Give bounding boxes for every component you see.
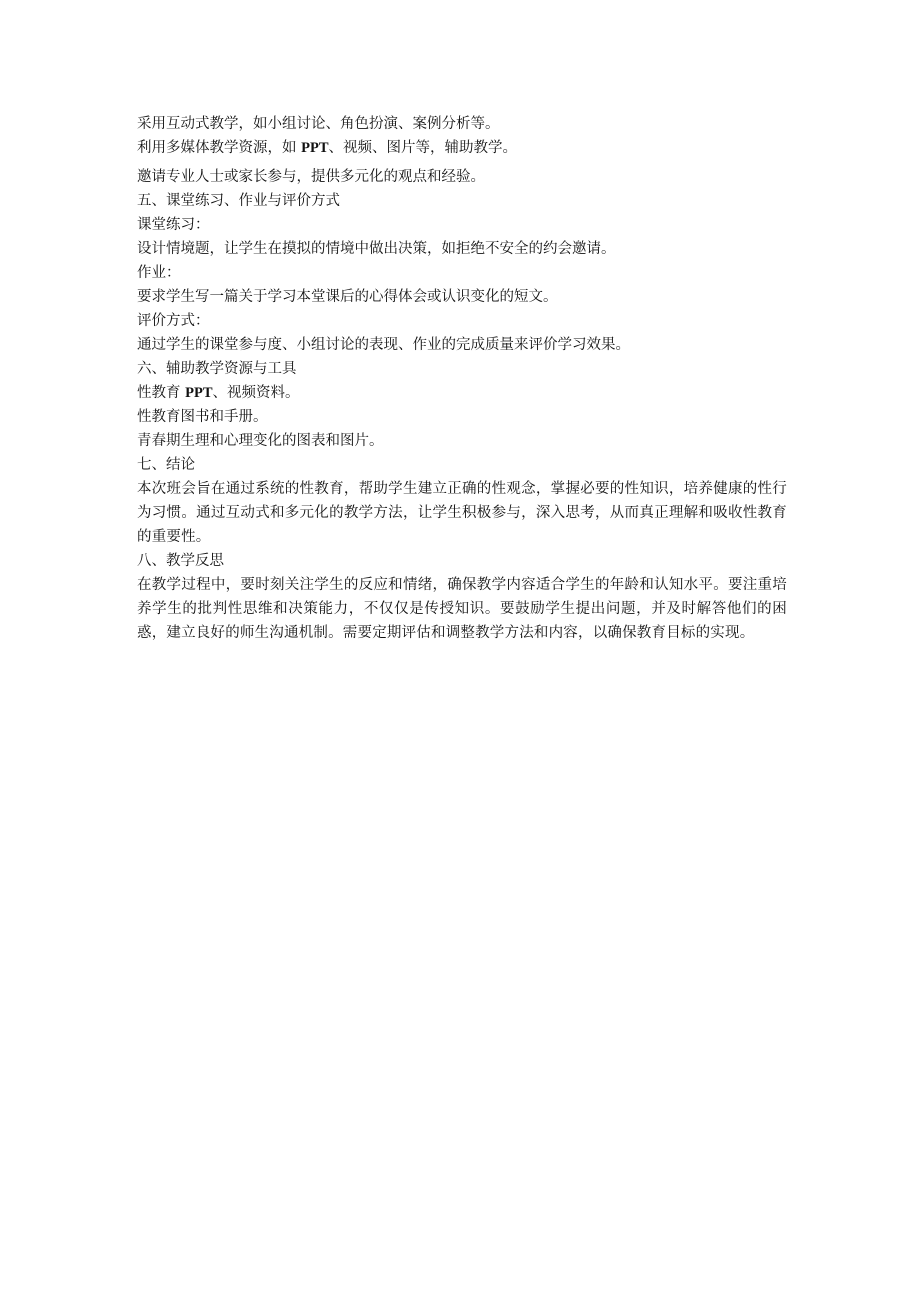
reflection-paragraph: 在教学过程中，要时刻关注学生的反应和情绪，确保教学内容适合学生的年龄和认知水平。要注重培养学生的批判性思维和决策能力，不仅仅是传授知识。要鼓励学生提出问题，并及时解答他们的困惑，建立良好的师生沟通机制。需要定期评估和调整教学方法和内容，以确保教育目标的实现。 xyxy=(137,577,787,641)
evaluation-label: 评价方式： xyxy=(137,313,210,329)
method-item-multimedia-suffix: 、视频、图片等，辅助教学。 xyxy=(328,140,517,156)
conclusion-paragraph: 本次班会旨在通过系统的性教育，帮助学生建立正确的性观念，掌握必要的性知识，培养健康的性行为习惯。通过互动式和多元化的教学方法，让学生积极参与，深入思考，从而真正理解和吸收性教育的重要性。 xyxy=(137,481,787,545)
homework-label: 作业： xyxy=(137,265,181,281)
method-item-multimedia xyxy=(137,136,787,160)
method-item-interactive xyxy=(137,112,787,136)
section8-heading: 八、教学反思 xyxy=(137,553,224,569)
section6-heading: 六、辅助教学资源与工具 xyxy=(137,361,297,377)
resource-item-ppt-suffix: 、视频资料。 xyxy=(212,385,300,401)
resource-item-books: 性教育图书和手册。 xyxy=(137,409,268,425)
method-item-experts xyxy=(137,165,787,189)
homework-text: 要求学生写一篇关于学习本堂课后的心得体会或认识变化的短文。 xyxy=(137,289,558,305)
exercise-label: 课堂练习： xyxy=(137,217,210,233)
resource-item-charts: 青春期生理和心理变化的图表和图片。 xyxy=(137,433,384,449)
method-item-multimedia-ppt: PPT xyxy=(301,140,329,156)
method-item-experts-text: 邀请专业人士或家长参与，提供多元化的观点和经验。 xyxy=(137,169,485,185)
exercise-text: 设计情境题，让学生在摸拟的情境中做出决策，如拒绝不安全的约会邀请。 xyxy=(137,241,616,257)
section7-heading: 七、结论 xyxy=(137,457,195,473)
resource-item-ppt xyxy=(137,381,787,405)
evaluation-text: 通过学生的课堂参与度、小组讨论的表现、作业的完成质量来评价学习效果。 xyxy=(137,337,630,353)
resource-item-ppt-prefix: 性教育 xyxy=(137,385,186,401)
method-item-multimedia-prefix: 利用多媒体教学资源，如 xyxy=(137,140,302,156)
document-body xyxy=(137,112,787,645)
section5-heading: 五、课堂练习、作业与评价方式 xyxy=(137,193,340,209)
method-item-interactive-text: 采用互动式教学，如小组讨论、角色扮演、案例分析等。 xyxy=(137,116,500,132)
resource-item-ppt-bold: PPT xyxy=(185,385,213,401)
